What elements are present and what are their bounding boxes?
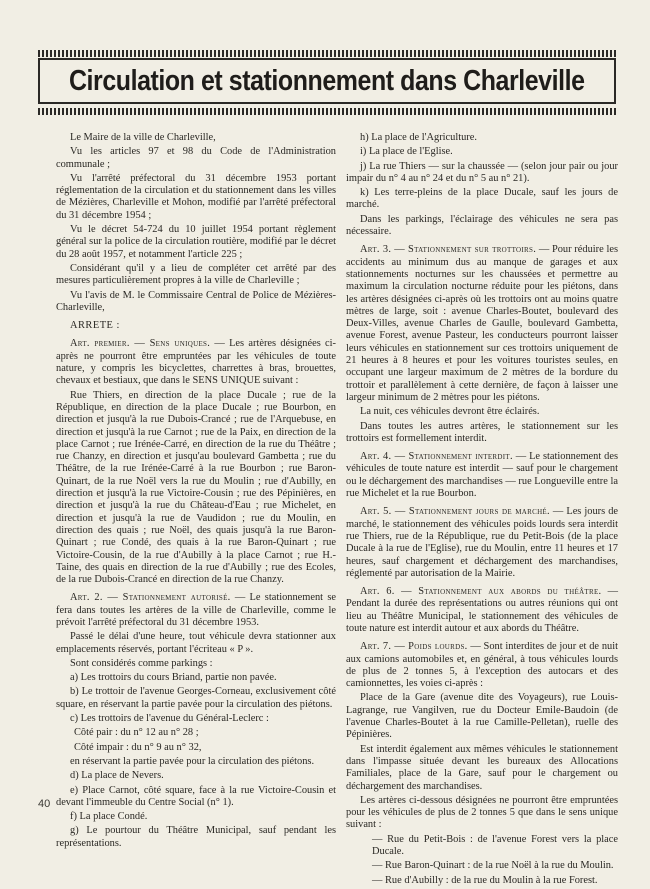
article-text: — Sont interdites de jour et de nuit aux camions automobiles et, en général, à tous véhicules lourds de plus de 2 tonnes 5, à l'exception des autocars et des camionnettes, les voies ci-après :	[346, 641, 618, 690]
paragraph: Est interdit également aux mêmes véhicules le stationnement dans l'impasse située devant les bureaux des Allocations Familiales, place de la Gare, sauf pour le chargement ou déchargement des marchandises.	[346, 743, 618, 792]
article-label: Art. 5. — Stationnement jours de marché.	[360, 506, 550, 518]
list-item: j) La rue Thiers — sur la chaussée — (selon jour pair ou jour impair du n° 4 au n° 24 et du n° 5 au n° 21).	[346, 160, 618, 184]
article-label: Art. 7. — Poids lourds.	[360, 641, 468, 653]
article-3	[346, 244, 618, 404]
article-label: Art. 4. — Stationnement interdit.	[360, 451, 513, 463]
paragraph: Vu le décret 54-724 du 10 juillet 1954 portant règlement général sur la police de la circulation routière, modifié par le décret du 28 août 1957, et notamment l'article 225 ;	[56, 224, 336, 260]
article-text: — Le stationnement se fera dans toutes les artères de la ville de Charleville, comme le prévoit l'arrêté préfectoral du 31 décembre 1953.	[56, 592, 336, 628]
article-4	[346, 451, 618, 500]
article-label: Art. 3. — Stationnement sur trottoirs.	[360, 244, 537, 256]
list-item: e) Place Carnot, côté square, face à la rue Victoire-Cousin et devant l'immeuble du Centre Social (n° 1).	[56, 784, 336, 808]
title-frame	[38, 58, 616, 104]
list-item: — Rue d'Aubilly : de la rue du Moulin à la rue Forest.	[372, 874, 598, 886]
page-title: Circulation et stationnement dans Charleville	[69, 64, 585, 97]
list-subitem: Côté pair : du n° 12 au n° 28 ;	[74, 727, 199, 739]
list-item: h) La place de l'Agriculture.	[360, 132, 477, 143]
list-item: a) Les trottoirs du cours Briand, partie non pavée.	[70, 672, 277, 684]
paragraph: Vu l'avis de M. le Commissaire Central de Police de Mézières-Charleville,	[56, 289, 336, 313]
paragraph: Vu l'arrêté préfectoral du 31 décembre 1953 portant réglementation de la circulation et du stationnement dans les villes de Mézières, Charleville et Mohon, modifié par l'arrêté préfectoral du 31 décembre 1954 ;	[56, 172, 336, 221]
list-subitem: Côté impair : du n° 9 au n° 32,	[74, 741, 202, 753]
paragraph: La nuit, ces véhicules devront être éclairés.	[360, 406, 540, 418]
list-item: f) La place Condé.	[70, 811, 148, 823]
paragraph: Considérant qu'il y a lieu de compléter cet arrêté par des mesures particulièrement propres à la ville de Charleville ;	[56, 262, 336, 287]
article-text: — Le stationnement des véhicules de toute nature est interdit — sauf pour le chargement ou le déchargement des marchandises — rue Longueville entre la rue Michelet et la rue Bourbon.	[346, 451, 618, 500]
article-text: — Les artères désignées ci-après ne pourront être empruntées par les véhicules de toute nature, y compris les bicyclettes, charrettes à bras, brouettes, chevaux et bestiaux, que dans le SENS UNIQUE suivant :	[56, 338, 336, 387]
article-text: — Pendant la durée des représentations ou autres réunions qui ont lieu au Théâtre Municipal, le stationnement des véhicules de toute nature est interdit autour et aux abords du Théâtre.	[346, 586, 618, 634]
article-6	[346, 586, 618, 635]
paragraph: Rue Thiers, en direction de la place Ducale ; rue de la République, en direction de la place Ducale ; rue Bourbon, en direction et jusqu'à la rue Dubois-Crancé ; rue de l'Arquebuse, en direction et jusqu'à la rue Carnot ; rue de la Paix, en direction de la place Carnot ; rue Irénée-Carré, en direction de la rue du Théâtre ; rue Chanzy, en direction et jusqu'au boulevard Gambetta ; rue du Théâtre, de la rue Irénée-Carré à la rue Bourbon ; rue Baron-Quinart, de la rue Noël vers la rue du Moulin ; rue d'Aubilly, en direction et jusqu'à la rue Victoire-Cousin ; rue des Pépinières, en direction et jusqu'à la rue du Château-d'Eau ; rue Michelet, en direction et jusqu'à la rue de Vaudidon ; rue du Moulin, en direction des quais ; rue Noël, des quais jusqu'à la rue Baron-Quinart ; rue Condé, des quais à la rue Baron-Quinart ; rue Victoire-Cousin, de la rue d'Aubilly à la place Carnot ; rue H.-Taine, des quais en direction de la rue d'Aubilly ; rue des Ecoles, de la rue Dubois-Crancé en direction de la rue Chanzy.	[56, 389, 336, 586]
list-item: c) Les trottoirs de l'avenue du Général-Leclerc :	[70, 713, 269, 725]
article-text: — Les jours de marché, le stationnement des véhicules poids lourds sera interdit rue Thiers, rue de la République, rue du Petit-Bois (de la place Ducale à la rue de l'Eglise), rue du Moulin, entre 11 heures et 17 heures, sauf chargement et déchargement des marchandises, réglementé par autorisation de la Mairie.	[346, 506, 618, 579]
header-rule-top	[38, 50, 618, 57]
article-text: — Pour réduire les accidents au minimum dus au manque de garages et aux stationnements nocturnes sur les chaussées et permettre au maximum la circulation nocturne réduite pour les piétons, dans les artères désignées ci-après où les trottoirs ont au moins quatre mètres de large, soit : avenue Charles-Boutet, boulevard des Deux-Villes, avenue Charles de Gaulle, boulevard Gambetta, avenue Forest, avenue Pasteur, les conducteurs pourront laisser leurs véhicules en stationnement sur ces trottoirs uniquement de 21 heures à 8 heures et pour les voitures touristes seules, en occupant une largeur maximum de 2 mètres de la bordure du trottoir et parallèlement à cette dernière, de façon à laisser une largeur minimum de 2 mètres pour les piétons.	[346, 244, 618, 403]
paragraph: Dans toutes les autres artères, le stationnement sur les trottoirs est formellement interdit.	[346, 420, 618, 444]
article-1	[56, 338, 336, 387]
list-item: b) Le trottoir de l'avenue Georges-Corneau, exclusivement côté square, en réservant la partie pavée pour la circulation des piétons.	[56, 686, 336, 710]
paragraph: Vu les articles 97 et 98 du Code de l'Administration communale ;	[56, 146, 336, 170]
paragraph: Passé le délai d'une heure, tout véhicule devra stationner aux emplacements réservés, portant l'écriteau « P ».	[56, 631, 336, 655]
left-column	[56, 132, 336, 852]
page-number: 40	[38, 798, 51, 810]
article-label: Art. 6. — Stationnement aux abords du théâtre.	[360, 586, 602, 598]
list-item: d) La place de Nevers.	[70, 770, 164, 782]
article-7	[346, 641, 618, 690]
arrete-heading: ARRETE :	[70, 320, 120, 332]
list-item: en réservant la partie pavée pour la circulation des piétons.	[70, 755, 315, 767]
header-rule-bottom	[38, 108, 618, 115]
list-item: g) Le pourtour du Théâtre Municipal, sauf pendant les représentations.	[56, 825, 336, 849]
paragraph: Les artères ci-dessous désignées ne pourront être empruntées pour les véhicules de plus de 2 tonnes 5 que dans le sens unique suivant :	[346, 794, 618, 831]
list-item: — Rue Baron-Quinart : de la rue Noël à la rue du Moulin.	[372, 860, 614, 872]
article-2	[56, 592, 336, 629]
list-item: — Rue du Petit-Bois : de l'avenue Forest vers la place Ducale.	[372, 833, 618, 858]
paragraph: Place de la Gare (avenue dite des Voyageurs), rue Louis-Lagrange, rue Vangilven, rue du Docteur Emile-Baudoin (de l'avenue Charles-Boutet à la rue Camille-Pelletan), ruelle des Pépinières.	[346, 692, 618, 741]
article-5	[346, 506, 618, 580]
paragraph: Le Maire de la ville de Charleville,	[70, 132, 216, 143]
paragraph: Sont considérés comme parkings :	[70, 657, 213, 669]
article-label: Art. 2. — Stationnement autorisé.	[70, 592, 231, 604]
paragraph: Dans les parkings, l'éclairage des véhicules ne sera pas nécessaire.	[346, 213, 618, 238]
list-item: k) Les terre-pleins de la place Ducale, sauf les jours de marché.	[346, 187, 618, 211]
article-label: Art. premier. — Sens uniques.	[70, 338, 211, 350]
list-item: i) La place de l'Eglise.	[360, 146, 453, 158]
right-column	[346, 132, 618, 889]
